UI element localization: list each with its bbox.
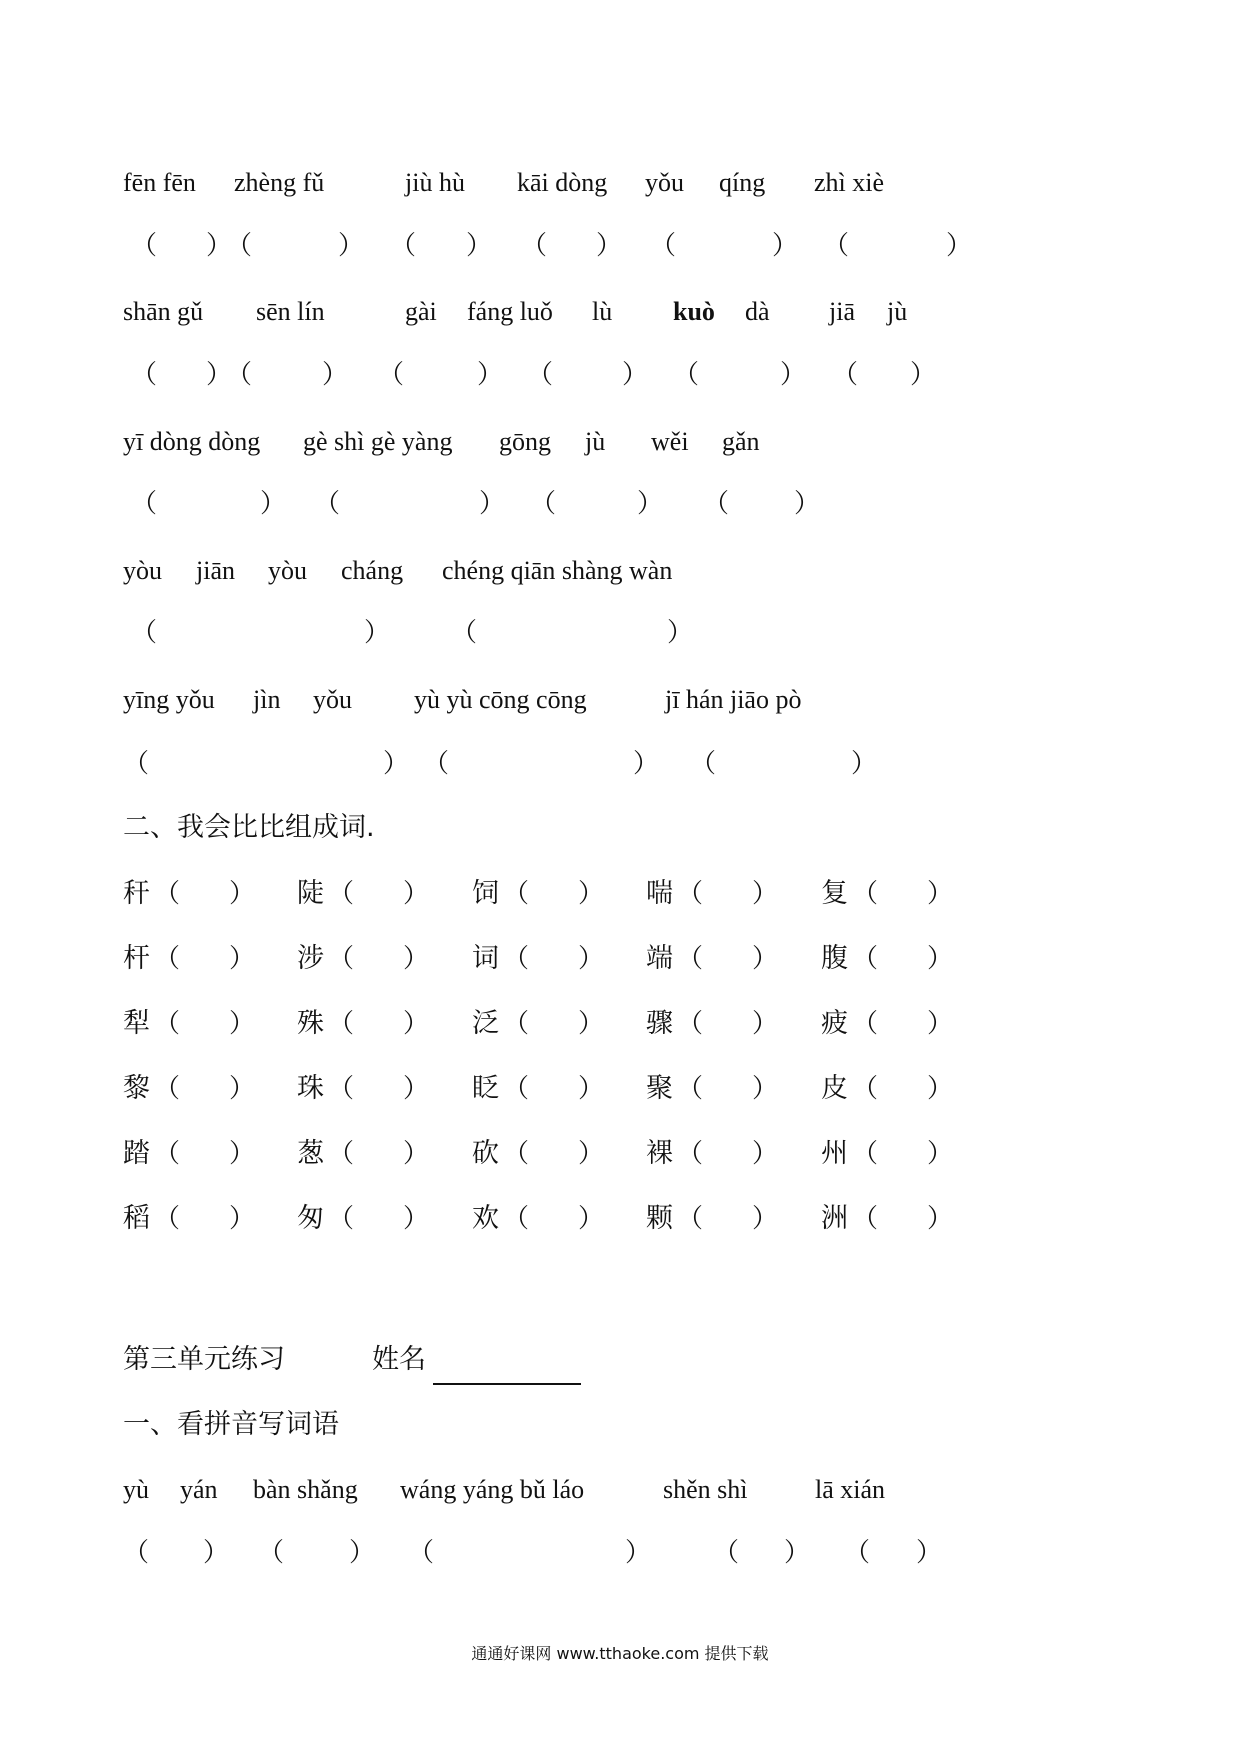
close-paren: ） xyxy=(466,231,493,260)
close-paren: ） xyxy=(338,231,365,260)
close-paren: ） xyxy=(403,879,430,908)
compare-char: 陡 xyxy=(297,878,324,909)
open-paren: （ xyxy=(328,879,355,908)
close-paren: ） xyxy=(927,1139,954,1168)
close-paren: ） xyxy=(752,1074,779,1103)
compare-char: 饲 xyxy=(472,878,499,909)
close-paren: ） xyxy=(794,489,821,518)
section-title: 一、看拼音写词语 xyxy=(123,1409,339,1440)
close-paren: ） xyxy=(260,489,287,518)
close-paren: ） xyxy=(637,489,664,518)
answer-row-3 xyxy=(0,484,1240,524)
open-paren: （ xyxy=(503,1204,530,1233)
compare-char: 匆 xyxy=(297,1203,324,1234)
close-paren: ） xyxy=(596,231,623,260)
close-paren: ） xyxy=(927,944,954,973)
open-paren: （ xyxy=(690,749,717,778)
close-paren: ） xyxy=(349,1538,376,1567)
compare-char: 欢 xyxy=(472,1203,499,1234)
compare-char: 州 xyxy=(821,1138,848,1169)
close-paren: ） xyxy=(203,1538,230,1567)
open-paren: （ xyxy=(408,1538,435,1567)
compare-char: 黎 xyxy=(123,1073,150,1104)
open-paren: （ xyxy=(154,944,181,973)
pinyin-word: qíng xyxy=(719,168,766,197)
pinyin-word: lā xián xyxy=(815,1475,886,1504)
close-paren: ） xyxy=(479,489,506,518)
close-paren: ） xyxy=(752,1204,779,1233)
compare-char: 犁 xyxy=(123,1008,150,1039)
close-paren: ） xyxy=(578,944,605,973)
open-paren: （ xyxy=(677,1009,704,1038)
footer-text: 通通好课网 www.tthaoke.com 提供下载 xyxy=(471,1644,769,1663)
section-title: 二、我会比比组成词. xyxy=(123,812,375,843)
pinyin-word: yīng yǒu xyxy=(123,685,215,714)
open-paren: （ xyxy=(503,879,530,908)
open-paren: （ xyxy=(852,944,879,973)
pinyin-word: fáng luǒ xyxy=(467,297,553,326)
compare-char: 骤 xyxy=(646,1008,673,1039)
compare-char: 裸 xyxy=(646,1138,673,1169)
compare-char: 喘 xyxy=(646,878,673,909)
open-paren: （ xyxy=(852,1009,879,1038)
close-paren: ） xyxy=(752,1139,779,1168)
pinyin-word: jù xyxy=(887,297,908,326)
open-paren: （ xyxy=(703,489,730,518)
compare-char: 杆 xyxy=(123,943,150,974)
pinyin-word: sēn lín xyxy=(256,297,325,326)
close-paren: ） xyxy=(403,1074,430,1103)
close-paren: ） xyxy=(206,231,233,260)
close-paren: ） xyxy=(229,1074,256,1103)
close-paren: ） xyxy=(622,360,649,389)
compare-char: 复 xyxy=(821,878,848,909)
close-paren: ） xyxy=(578,1139,605,1168)
close-paren: ） xyxy=(927,1074,954,1103)
open-paren: （ xyxy=(378,360,405,389)
close-paren: ） xyxy=(578,1009,605,1038)
open-paren: （ xyxy=(314,489,341,518)
close-paren: ） xyxy=(633,749,660,778)
open-paren: （ xyxy=(154,1139,181,1168)
close-paren: ） xyxy=(927,1009,954,1038)
close-paren: ） xyxy=(229,1139,256,1168)
pinyin-word: jiù hù xyxy=(405,168,465,197)
pinyin-word: shěn shì xyxy=(663,1475,748,1504)
open-paren: （ xyxy=(123,749,150,778)
close-paren: ） xyxy=(851,749,878,778)
close-paren: ） xyxy=(229,879,256,908)
pinyin-word: yǒu xyxy=(645,168,684,197)
compare-char: 词 xyxy=(472,943,499,974)
unit3-pinyin-row xyxy=(0,1470,1240,1510)
answer-row-4 xyxy=(0,613,1240,653)
pinyin-word: wáng yáng bǔ láo xyxy=(400,1475,585,1504)
open-paren: （ xyxy=(258,1538,285,1567)
close-paren: ） xyxy=(403,1204,430,1233)
open-paren: （ xyxy=(328,944,355,973)
close-paren: ） xyxy=(780,360,807,389)
pinyin-word: gōng xyxy=(499,427,551,456)
pinyin-word: gǎn xyxy=(722,427,760,456)
open-paren: （ xyxy=(530,489,557,518)
answer-row-1 xyxy=(0,226,1240,266)
open-paren: （ xyxy=(328,1009,355,1038)
close-paren: ） xyxy=(229,1204,256,1233)
compare-char: 洲 xyxy=(821,1203,848,1234)
pinyin-word: wěi xyxy=(651,427,689,456)
pinyin-row-2 xyxy=(0,292,1240,332)
close-paren: ） xyxy=(667,618,694,647)
pinyin-row-3 xyxy=(0,422,1240,462)
pinyin-row-1 xyxy=(0,163,1240,203)
close-paren: ） xyxy=(383,749,410,778)
close-paren: ） xyxy=(403,1009,430,1038)
unit-title: 第三单元练习 xyxy=(123,1344,285,1375)
close-paren: ） xyxy=(206,360,233,389)
open-paren: （ xyxy=(503,1139,530,1168)
open-paren: （ xyxy=(154,1074,181,1103)
compare-char: 聚 xyxy=(646,1073,673,1104)
compare-char: 稻 xyxy=(123,1203,150,1234)
close-paren: ） xyxy=(752,944,779,973)
open-paren: （ xyxy=(328,1139,355,1168)
close-paren: ） xyxy=(364,618,391,647)
close-paren: ） xyxy=(578,1204,605,1233)
open-paren: （ xyxy=(527,360,554,389)
pinyin-word: zhèng fǔ xyxy=(234,168,325,197)
open-paren: （ xyxy=(852,1139,879,1168)
pinyin-word: cháng xyxy=(341,556,404,585)
answer-row-2 xyxy=(0,355,1240,395)
close-paren: ） xyxy=(578,1074,605,1103)
compare-char: 涉 xyxy=(297,943,324,974)
open-paren: （ xyxy=(390,231,417,260)
pinyin-word: jù xyxy=(585,427,606,456)
compare-char: 腹 xyxy=(821,943,848,974)
close-paren: ） xyxy=(578,879,605,908)
close-paren: ） xyxy=(927,1204,954,1233)
open-paren: （ xyxy=(677,1074,704,1103)
open-paren: （ xyxy=(677,879,704,908)
close-paren: ） xyxy=(752,1009,779,1038)
open-paren: （ xyxy=(852,1204,879,1233)
open-paren: （ xyxy=(832,360,859,389)
pinyin-word: lù xyxy=(592,297,613,326)
close-paren: ） xyxy=(752,879,779,908)
open-paren: （ xyxy=(154,1009,181,1038)
open-paren: （ xyxy=(131,360,158,389)
close-paren: ） xyxy=(772,231,799,260)
open-paren: （ xyxy=(503,1009,530,1038)
name-blank-line xyxy=(433,1383,581,1385)
open-paren: （ xyxy=(328,1074,355,1103)
open-paren: （ xyxy=(677,944,704,973)
open-paren: （ xyxy=(673,360,700,389)
close-paren: ） xyxy=(625,1538,652,1567)
pinyin-word: chéng qiān shàng wàn xyxy=(442,556,673,585)
pinyin-row-4 xyxy=(0,551,1240,591)
pinyin-word: jī hán jiāo pò xyxy=(665,685,802,714)
open-paren: （ xyxy=(131,618,158,647)
pinyin-word: jìn xyxy=(253,685,281,714)
close-paren: ） xyxy=(784,1538,811,1567)
compare-char: 葱 xyxy=(297,1138,324,1169)
compare-char: 端 xyxy=(646,943,673,974)
close-paren: ） xyxy=(910,360,937,389)
compare-char: 疲 xyxy=(821,1008,848,1039)
open-paren: （ xyxy=(226,231,253,260)
open-paren: （ xyxy=(154,1204,181,1233)
close-paren: ） xyxy=(916,1538,943,1567)
pinyin-word: yù xyxy=(123,1475,149,1504)
answer-row-5 xyxy=(0,744,1240,784)
pinyin-word: dà xyxy=(745,297,770,326)
open-paren: （ xyxy=(131,231,158,260)
name-label: 姓名 xyxy=(372,1344,426,1375)
open-paren: （ xyxy=(328,1204,355,1233)
open-paren: （ xyxy=(503,944,530,973)
close-paren: ） xyxy=(322,360,349,389)
compare-char: 皮 xyxy=(821,1073,848,1104)
open-paren: （ xyxy=(503,1074,530,1103)
open-paren: （ xyxy=(852,1074,879,1103)
compare-char: 泛 xyxy=(472,1008,499,1039)
compare-char: 踏 xyxy=(123,1138,150,1169)
close-paren: ） xyxy=(229,944,256,973)
pinyin-word: yòu xyxy=(123,556,162,585)
pinyin-word: jiā xyxy=(829,297,855,326)
open-paren: （ xyxy=(823,231,850,260)
open-paren: （ xyxy=(451,618,478,647)
open-paren: （ xyxy=(677,1204,704,1233)
close-paren: ） xyxy=(403,944,430,973)
pinyin-word: yán xyxy=(180,1475,218,1504)
open-paren: （ xyxy=(154,879,181,908)
pinyin-word: gài xyxy=(405,297,437,326)
pinyin-word: kāi dòng xyxy=(517,168,608,197)
open-paren: （ xyxy=(123,1538,150,1567)
open-paren: （ xyxy=(852,879,879,908)
pinyin-word: bàn shǎng xyxy=(253,1475,358,1504)
pinyin-row-5 xyxy=(0,680,1240,720)
pinyin-word: yī dòng dòng xyxy=(123,427,261,456)
compare-char: 秆 xyxy=(123,878,150,909)
open-paren: （ xyxy=(521,231,548,260)
compare-char: 殊 xyxy=(297,1008,324,1039)
close-paren: ） xyxy=(927,879,954,908)
pinyin-word: zhì xiè xyxy=(814,168,885,197)
pinyin-word: jiān xyxy=(196,556,235,585)
open-paren: （ xyxy=(677,1139,704,1168)
close-paren: ） xyxy=(477,360,504,389)
open-paren: （ xyxy=(650,231,677,260)
compare-char: 颗 xyxy=(646,1203,673,1234)
pinyin-word: gè shì gè yàng xyxy=(303,427,453,456)
unit3-answer-row xyxy=(0,1533,1240,1573)
pinyin-word: kuò xyxy=(673,297,715,326)
open-paren: （ xyxy=(713,1538,740,1567)
close-paren: ） xyxy=(946,231,973,260)
compare-char: 眨 xyxy=(472,1073,499,1104)
pinyin-word: fēn fēn xyxy=(123,168,196,197)
open-paren: （ xyxy=(423,749,450,778)
pinyin-word: yù yù cōng cōng xyxy=(414,685,587,714)
pinyin-word: shān gǔ xyxy=(123,297,204,326)
compare-char: 珠 xyxy=(297,1073,324,1104)
close-paren: ） xyxy=(403,1139,430,1168)
open-paren: （ xyxy=(226,360,253,389)
pinyin-word: yǒu xyxy=(313,685,352,714)
open-paren: （ xyxy=(131,489,158,518)
close-paren: ） xyxy=(229,1009,256,1038)
pinyin-word: yòu xyxy=(268,556,307,585)
open-paren: （ xyxy=(844,1538,871,1567)
compare-char: 砍 xyxy=(472,1138,499,1169)
